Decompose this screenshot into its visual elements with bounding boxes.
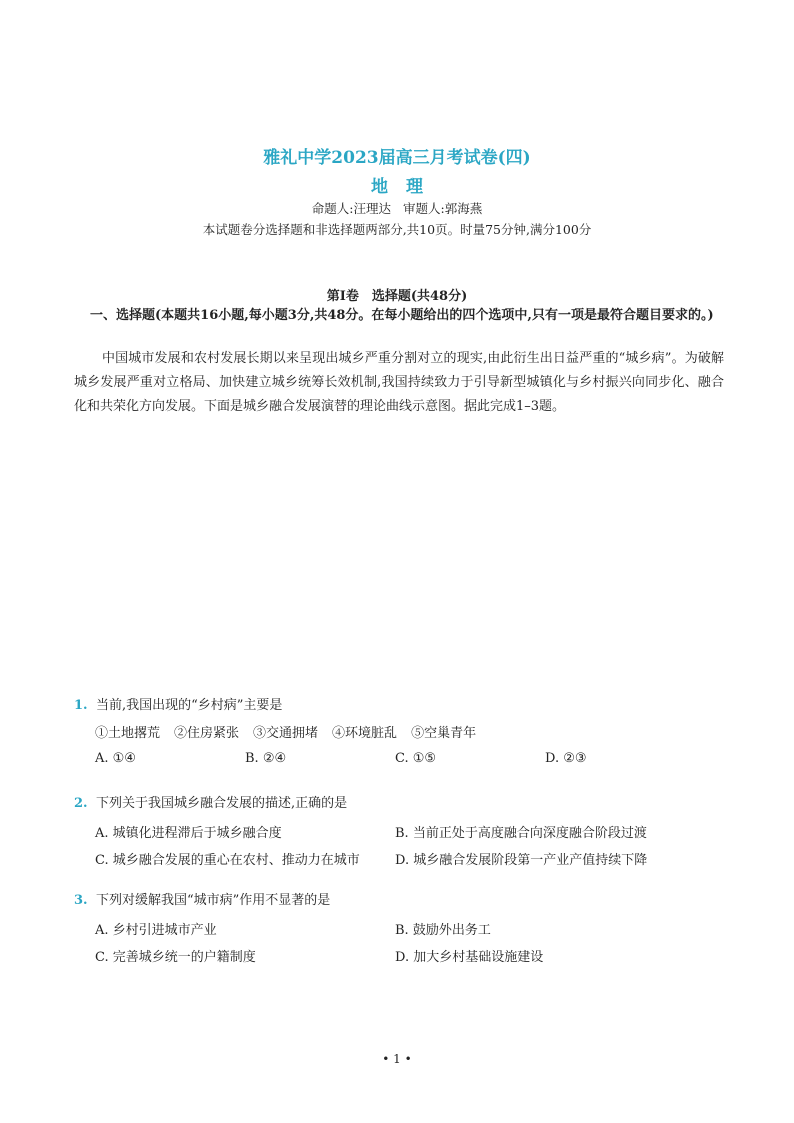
reviewer: 审题人:郭海燕 <box>402 201 483 216</box>
question-stem: 当前,我国出现的“乡村病”主要是 <box>96 698 283 713</box>
section-instructions: 一、选择题(本题共16小题,每小题3分,共48分。在每小题给出的四个选项中,只有一项是最符合题目要求的。) <box>90 308 714 323</box>
author: 命题人:汪理达 <box>311 201 391 216</box>
question-1-options <box>95 751 715 766</box>
page-number: • 1 • <box>382 1052 412 1066</box>
item: ④环境脏乱 <box>332 726 398 741</box>
option-c[interactable]: C. 完善城乡统一的户籍制度 <box>95 950 256 965</box>
option-b[interactable]: B. 鼓励外出务工 <box>395 923 491 938</box>
option-a[interactable]: A. 城镇化进程滞后于城乡融合度 <box>95 826 282 841</box>
question-3-options-row2 <box>95 946 715 965</box>
item: ②住房紧张 <box>174 726 240 741</box>
option-a[interactable]: A. 乡村引进城市产业 <box>95 923 217 938</box>
option-c[interactable]: C. ①⑤ <box>395 751 437 766</box>
option-c[interactable]: C. 城乡融合发展的重心在农村、推动力在城市 <box>95 853 360 868</box>
option-d[interactable]: D. ②③ <box>545 751 587 766</box>
question-2-options-row1 <box>95 822 715 841</box>
item: ⑤空巢青年 <box>411 726 477 741</box>
option-b[interactable]: B. ②④ <box>245 751 287 766</box>
option-a[interactable]: A. ①④ <box>95 751 136 766</box>
question-number: 1. <box>74 698 88 713</box>
option-d[interactable]: D. 加大乡村基础设施建设 <box>395 950 544 965</box>
option-b[interactable]: B. 当前正处于高度融合向深度融合阶段过渡 <box>395 826 647 841</box>
question-stem: 下列对缓解我国“城市病”作用不显著的是 <box>96 893 331 908</box>
section-title: 第Ⅰ卷 选择题(共48分) <box>326 289 468 304</box>
question-2-options-row2 <box>95 849 715 868</box>
question-number: 2. <box>74 796 88 811</box>
reading-material: 中国城市发展和农村发展长期以来呈现出城乡严重分割对立的现实,由此衍生出日益严重的“城乡病”。为破解城乡发展严重对立格局、加快建立城乡统筹长效机制,我国持续致力于引导新型城镇化与乡村振兴向同步化、融合化和共荣化方向发展。下面是城乡融合发展演替的理论曲线示意图。据此完成1–3题。 <box>74 351 724 414</box>
question-2 <box>74 792 724 811</box>
question-stem: 下列关于我国城乡融合发展的描述,正确的是 <box>96 796 348 811</box>
item: ①土地撂荒 <box>95 726 161 741</box>
question-1 <box>74 694 724 713</box>
question-3-options-row1 <box>95 919 715 938</box>
authors-line <box>0 199 794 217</box>
question-1-items <box>95 722 715 741</box>
figure-placeholder <box>74 420 724 675</box>
option-d[interactable]: D. 城乡融合发展阶段第一产业产值持续下降 <box>395 853 648 868</box>
question-number: 3. <box>74 893 88 908</box>
exam-title: 雅礼中学2023届高三月考试卷(四) <box>263 148 531 168</box>
item: ③交通拥堵 <box>253 726 319 741</box>
subject-title: 地理 <box>371 177 441 197</box>
question-3 <box>74 889 724 908</box>
exam-intro: 本试题卷分选择题和非选择题两部分,共10页。时量75分钟,满分100分 <box>202 222 592 237</box>
